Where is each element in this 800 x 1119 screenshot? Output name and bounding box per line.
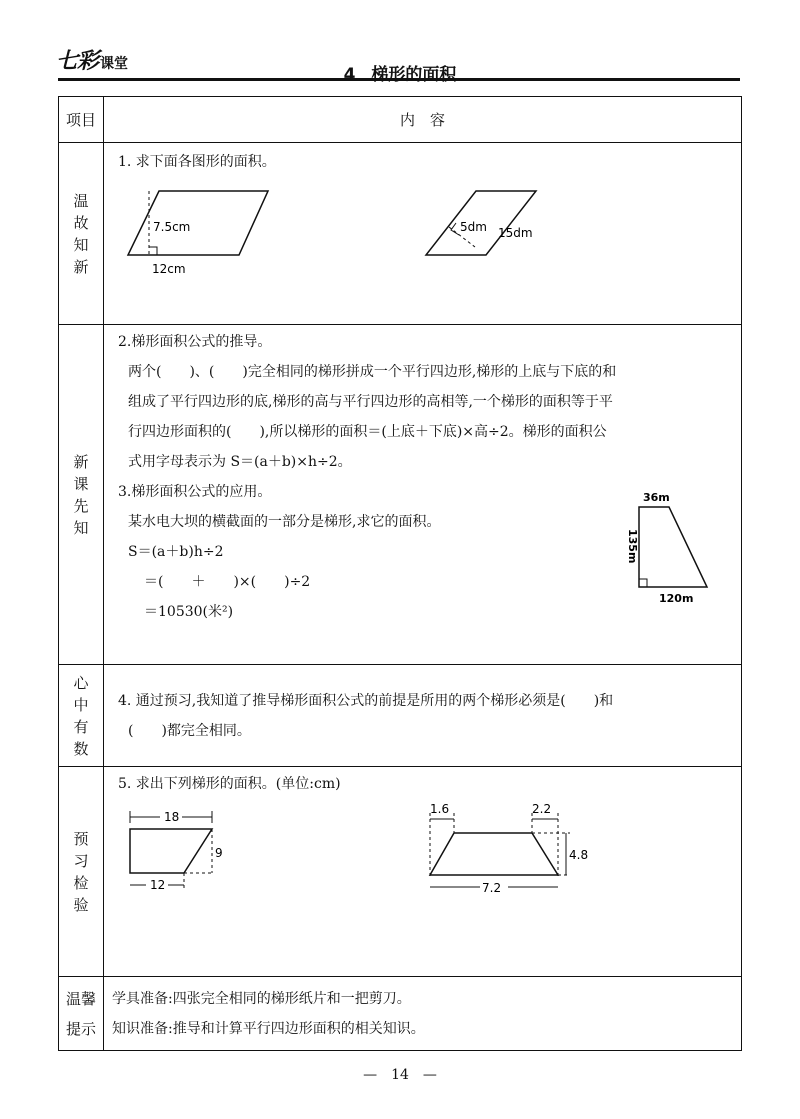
preview-figures [104,799,724,909]
fig4-top-label: 18 [164,810,180,824]
section-content-tips [104,977,742,1051]
q2-text-line-3: 行四边形面积的( ),所以梯形的面积＝(上底＋下底)×高÷2。梯形的面积公 [128,424,607,440]
question-4-line-2: ( )都完全相同。 [128,722,251,739]
section-label-preview [59,767,104,977]
question-5: 5. 求出下列梯形的面积。(单位:cm) [118,776,341,792]
fig5-right-label: 2.2 [532,802,552,816]
tips-label-1: 温馨 [65,989,96,1008]
question-4-line-1: 4. 通过预习,我知道了推导梯形面积公式的前提是所用的两个梯形必须是( )和 [118,692,614,709]
isosceles-trapezoid-figure [430,802,588,895]
q3-calc-1: S＝(a＋b)h÷2 [128,544,224,560]
logo-sub: 课堂 [100,56,129,72]
fig1-height-label: 7.5cm [153,220,191,234]
section-label-text: 新课先知 [73,452,89,537]
tips-line-2: 知识准备:推导和计算平行四边形面积的相关知识。 [112,1020,425,1037]
section-tips [59,977,742,1051]
table-header-row [59,97,742,143]
review-figures [104,177,724,297]
logo-main: 七彩 [56,49,99,74]
tips-line-1: 学具准备:四张完全相同的梯形纸片和一把剪刀。 [112,990,411,1007]
q2-text-line-2: 组成了平行四边形的底,梯形的高与平行四边形的高相等,一个梯形的面积等于平 [128,394,613,410]
fig4-height-label: 9 [215,846,223,860]
fig5-bottom-label: 7.2 [482,881,502,895]
section-mind [59,665,742,767]
page-title [0,60,800,85]
dam-top-label: 36m [643,491,670,504]
section-label-new [59,325,104,665]
header-item-cell [59,97,104,143]
fig1-base-label: 12cm [152,262,186,276]
section-content-new [104,325,742,665]
right-trapezoid-figure [130,810,223,892]
parallelogram-figure-2 [426,191,536,255]
dam-trapezoid-figure [625,489,735,609]
fig2-height-label: 5dm [460,220,487,234]
header-content-cell [104,97,742,143]
parallelogram-figure-1 [128,191,268,276]
fig5-left-label: 1.6 [430,802,450,816]
q2-text-line-4: 式用字母表示为 S＝(a＋b)×h÷2。 [128,454,352,470]
section-content-review [104,143,742,325]
section-label-text: 预习检验 [73,829,89,914]
lesson-number: 4 [343,65,356,85]
question-2: 2.梯形面积公式的推导。 [118,334,272,350]
section-review [59,143,742,325]
fig2-side-label: 15dm [498,226,533,240]
dam-height-label: 135m [626,529,639,564]
q3-text-line-1: 某水电大坝的横截面的一部分是梯形,求它的面积。 [128,514,441,530]
section-preview [59,767,742,977]
tips-label-2: 提示 [65,1019,96,1038]
section-label-text: 心中有数 [73,673,89,758]
worksheet-table [58,96,742,1051]
question-3: 3.梯形面积公式的应用。 [118,484,272,500]
section-label-mind [59,665,104,767]
section-content-mind [104,665,742,767]
fig5-height-label: 4.8 [569,848,589,862]
section-new [59,325,742,665]
question-1: 1. 求下面各图形的面积。 [118,154,276,170]
section-label-review [59,143,104,325]
lesson-title: 梯形的面积 [371,65,457,85]
header-content-text: 内 容 [399,110,445,129]
fig4-bottom-label: 12 [150,878,166,892]
page-number: — 14 — [363,1067,437,1083]
header-item-text: 项目 [65,111,96,129]
dam-bottom-label: 120m [659,592,694,605]
section-content-preview [104,767,742,977]
q2-text-line-1: 两个( )、( )完全相同的梯形拼成一个平行四边形,梯形的上底与下底的和 [128,364,617,380]
section-label-tips [59,977,104,1051]
section-label-text: 温故知新 [73,191,89,276]
q3-calc-2: ＝( ＋ )×( )÷2 [144,574,311,590]
q3-calc-3: ＝10530(米²) [144,604,234,620]
